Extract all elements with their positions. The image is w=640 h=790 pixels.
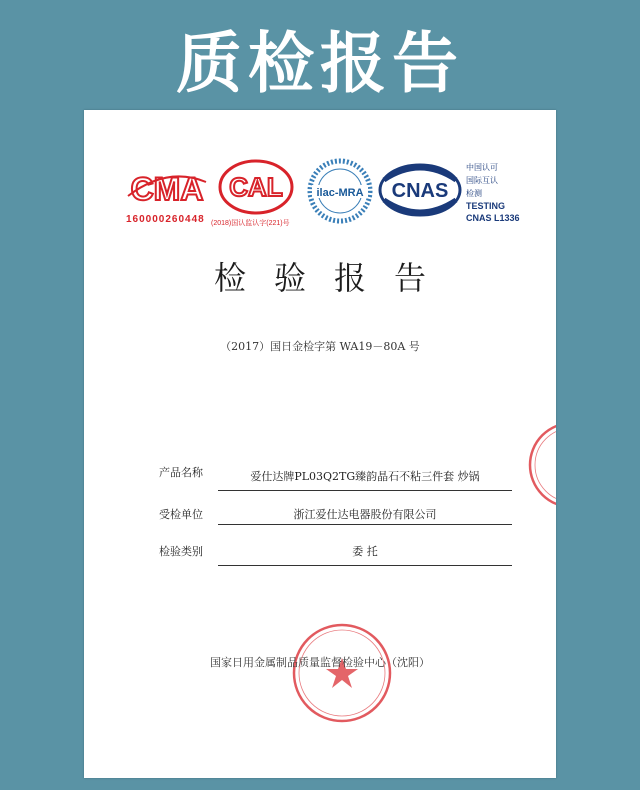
cnas-cn-line2: 国际互认	[466, 176, 498, 185]
cnas-en-line2: CNAS L1336	[466, 213, 520, 223]
inspection-type-underline	[218, 565, 512, 566]
inspection-type-value: 委 托	[352, 545, 378, 558]
issuing-organization: 国家日用金属制品质量监督检验中心（沈阳）	[210, 656, 430, 669]
ilac-logo-text: ilac-MRA	[316, 187, 364, 199]
report-page	[84, 110, 556, 778]
inspection-type-label: 检验类别	[159, 545, 203, 558]
page-edge-seal-stamp	[526, 420, 556, 510]
product-name-label: 产品名称	[159, 466, 203, 479]
cnas-cn-line1: 中国认可	[466, 163, 498, 172]
cma-logo-text: CMA	[130, 171, 204, 207]
report-number: （2017）国日金检字第 WA19－80A 号	[220, 340, 420, 353]
cal-logo	[217, 158, 295, 216]
cnas-logo	[378, 162, 462, 218]
certification-logos	[84, 110, 556, 230]
cnas-en-line1: TESTING	[466, 201, 506, 211]
inspected-unit-underline	[218, 524, 512, 525]
ilac-mra-logo	[306, 158, 374, 224]
document-title: 检验报告	[213, 259, 454, 297]
product-name-underline	[218, 490, 512, 491]
banner-title: 质检报告	[176, 25, 464, 102]
inspected-unit-value: 浙江爱仕达电器股份有限公司	[293, 508, 437, 521]
inspected-unit-label: 受检单位	[159, 508, 203, 521]
cal-approval-note: (2018)国认监认字(221)号	[211, 220, 290, 227]
cal-logo-text: CAL	[229, 172, 283, 202]
official-seal-stamp	[289, 620, 395, 726]
cma-logo	[126, 168, 208, 210]
cma-number: 160000260448	[126, 214, 205, 225]
cnas-cn-line3: 检测	[466, 189, 482, 198]
product-name-value: 爱仕达牌PL03Q2TG臻韵晶石不粘三件套 炒锅	[250, 470, 480, 483]
cnas-logo-text: CNAS	[391, 180, 449, 202]
